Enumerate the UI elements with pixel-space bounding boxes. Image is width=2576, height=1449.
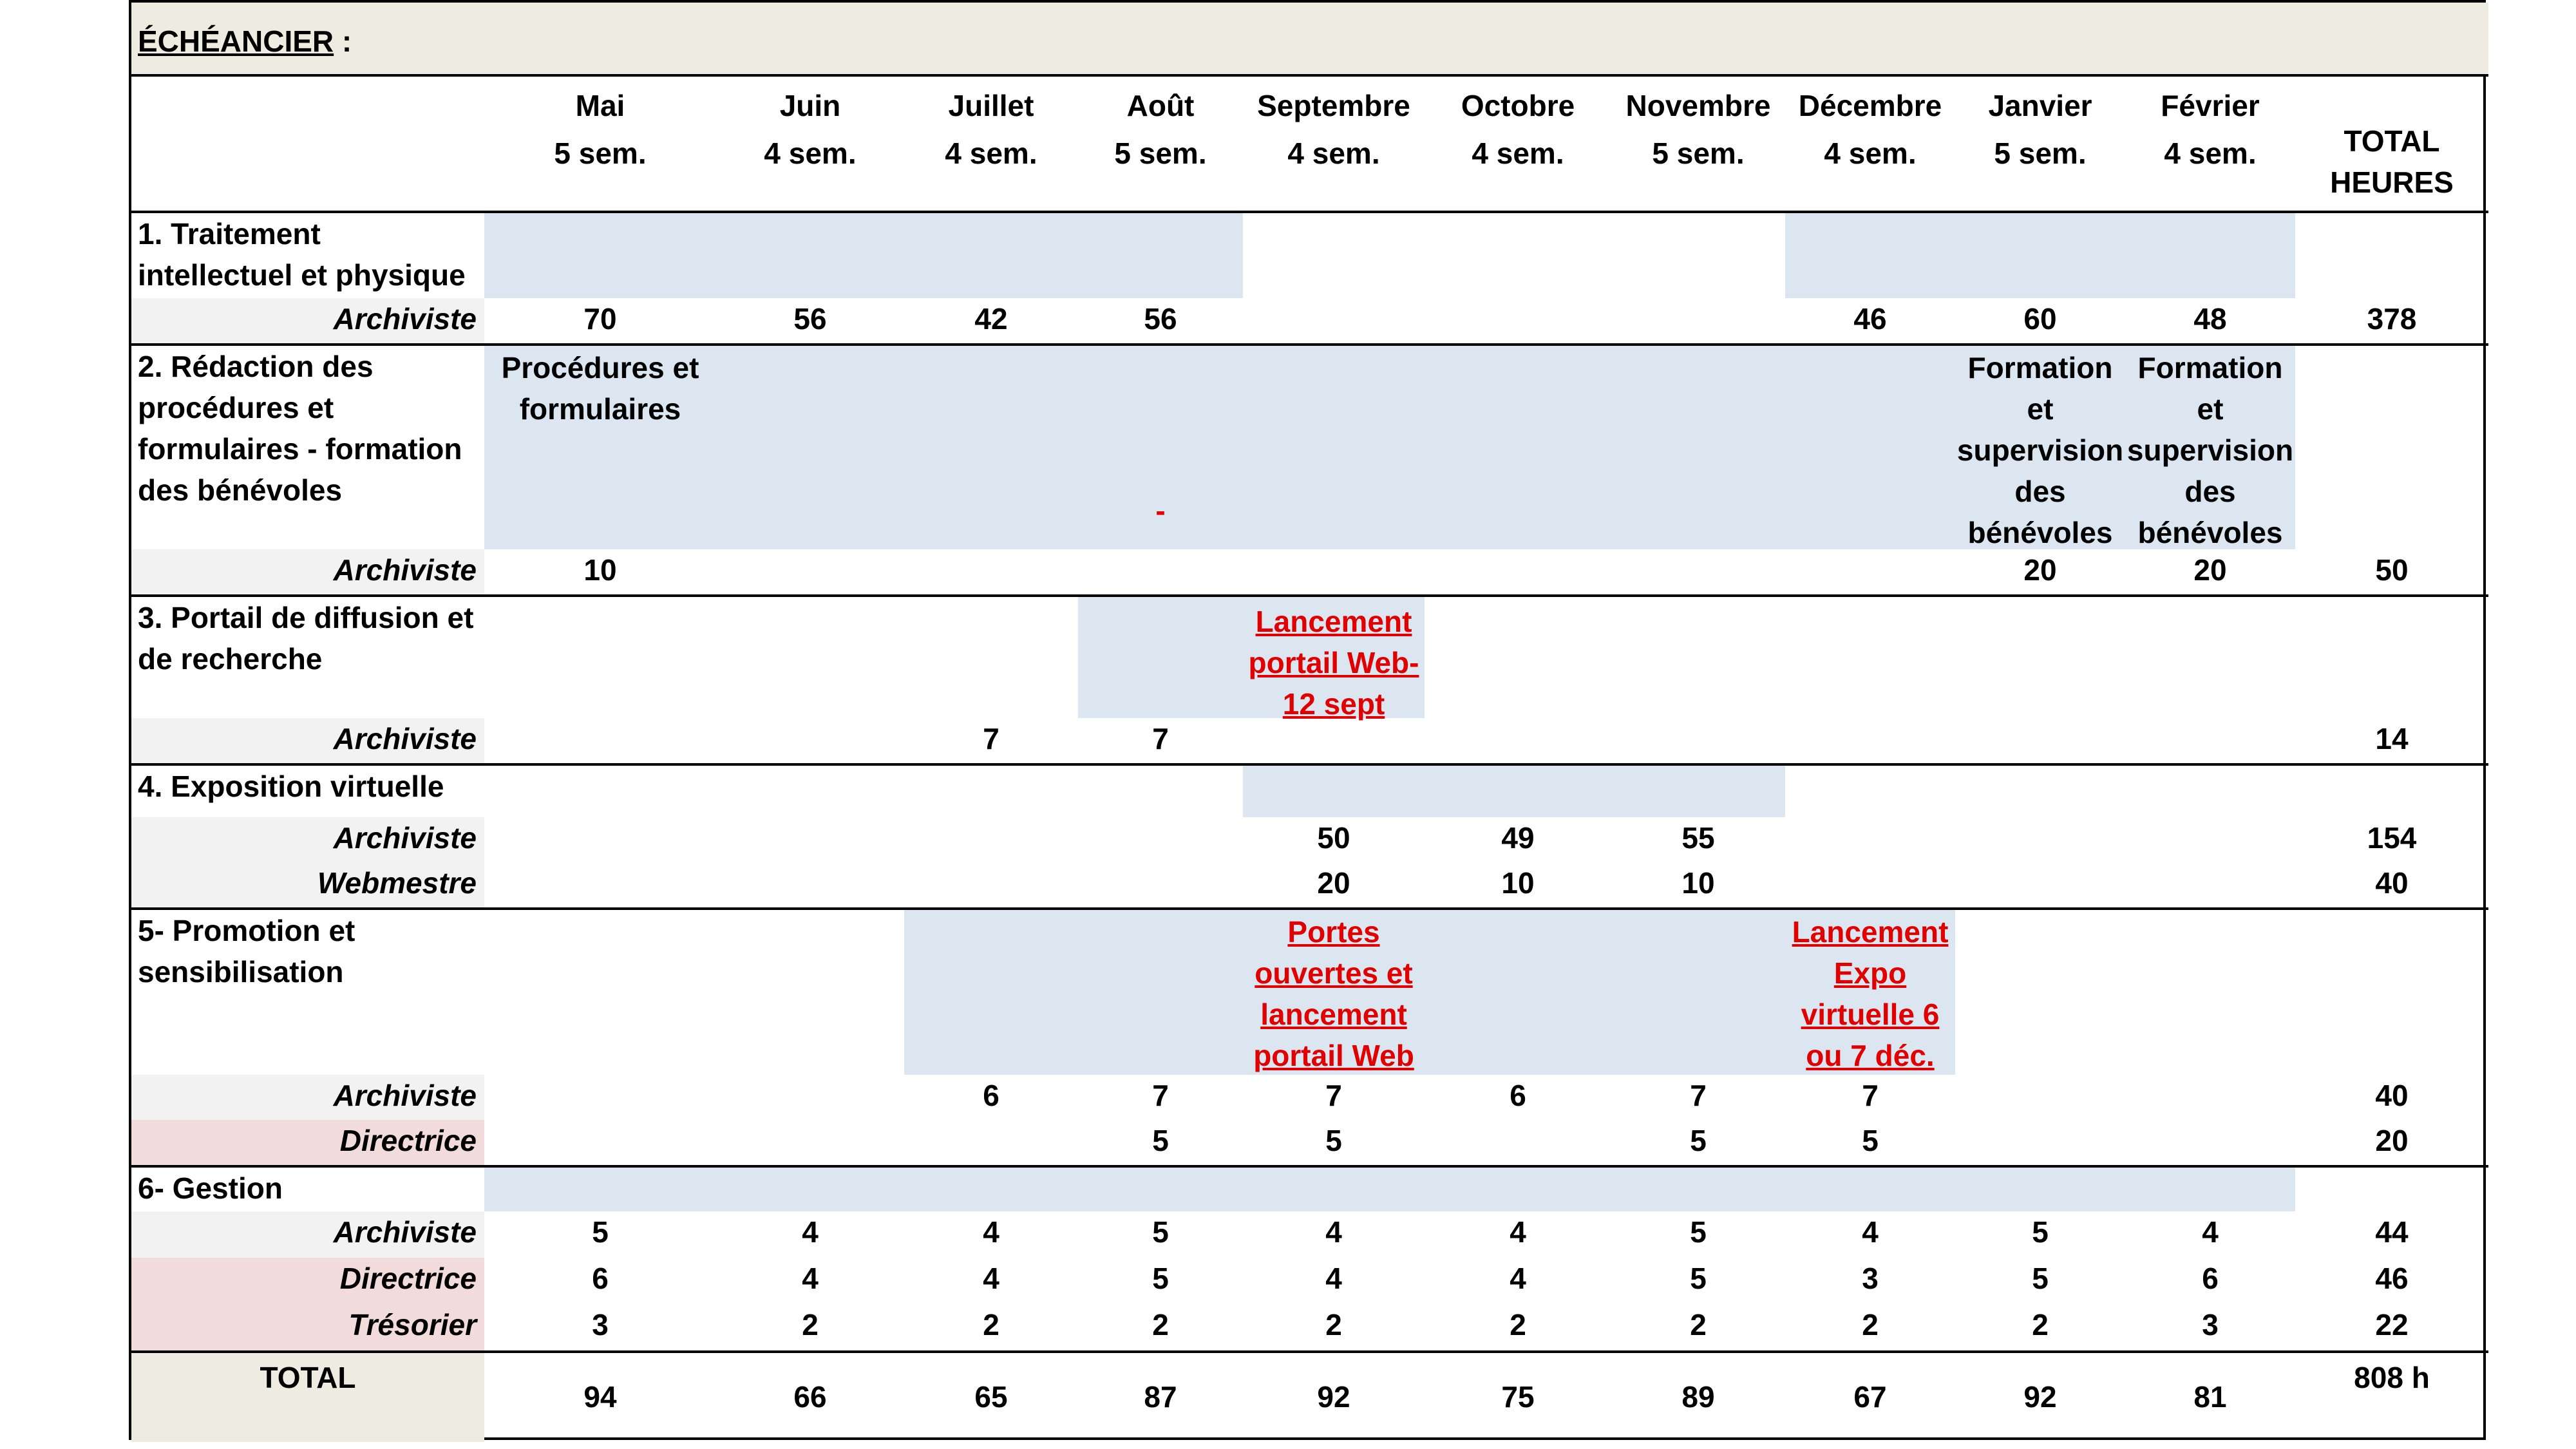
hours-cell [1955, 1075, 2125, 1120]
hours-cell: 70 [583, 302, 617, 336]
hours-cell [2125, 1120, 2295, 1165]
hours-cell: 5 [1690, 1124, 1707, 1157]
month-name: Janvier [1988, 89, 2092, 122]
row-total: 14 [2375, 722, 2409, 755]
hours-cell [1955, 1120, 2125, 1165]
note-open-house: Portes ouvertes et lancement portail Web [1253, 915, 1414, 1072]
hours-cell: 4 [2202, 1215, 2219, 1249]
hours-cell: 2 [1152, 1308, 1169, 1341]
hours-cell [1955, 718, 2125, 763]
hours-cell [716, 862, 904, 907]
month-header-9 [1955, 77, 2125, 211]
hours-cell [904, 862, 1078, 907]
month-weeks: 5 sem. [1994, 137, 2087, 170]
hours-cell [1425, 718, 1611, 763]
hours-cell: 20 [2193, 553, 2227, 587]
total-hours-header: TOTAL HEURES [2330, 124, 2454, 199]
timeline-band [1785, 213, 2295, 298]
hours-cell: 7 [1152, 1079, 1169, 1112]
hours-cell: 4 [802, 1215, 819, 1249]
hours-cell: 6 [2202, 1262, 2219, 1295]
hours-cell: 10 [1501, 866, 1535, 900]
hours-cell: 2 [1690, 1308, 1707, 1341]
hours-cell [1785, 718, 1955, 763]
month-header-10 [2125, 77, 2295, 211]
hours-cell [1078, 549, 1243, 594]
schedule-table [129, 0, 2486, 1440]
timeline-band [484, 1168, 2295, 1211]
row-total: 20 [2375, 1124, 2409, 1157]
hours-cell [1955, 862, 2125, 907]
row-total: 40 [2375, 1079, 2409, 1112]
total-label: TOTAL [131, 1350, 484, 1442]
hours-cell: 5 [1152, 1215, 1169, 1249]
role-label: Directrice [131, 1258, 484, 1304]
hours-cell: 5 [1862, 1124, 1879, 1157]
month-name: Février [2161, 89, 2260, 122]
hours-cell: 7 [1862, 1079, 1879, 1112]
hours-cell: 5 [2032, 1262, 2049, 1295]
row-total: 40 [2375, 866, 2409, 900]
month-weeks: 4 sem. [945, 137, 1037, 170]
hours-cell: 2 [1325, 1308, 1342, 1341]
hours-cell: 48 [2193, 302, 2227, 336]
hours-cell: 2 [983, 1308, 999, 1341]
title-bar [131, 3, 2488, 77]
hours-cell [484, 862, 716, 907]
row-total: 378 [2367, 302, 2417, 336]
role-label: Trésorier [131, 1304, 484, 1350]
month-weeks: 4 sem. [1824, 137, 1917, 170]
hours-cell: 56 [1144, 302, 1177, 336]
total-cell: 89 [1611, 1350, 1785, 1442]
month-name: Juin [779, 89, 841, 122]
hours-cell [484, 817, 716, 862]
hours-cell [716, 718, 904, 763]
month-name: Novembre [1625, 89, 1771, 122]
hours-cell: 5 [1690, 1215, 1707, 1249]
month-weeks: 5 sem. [554, 137, 647, 170]
hours-cell: 4 [1510, 1215, 1526, 1249]
hours-cell: 10 [1681, 866, 1715, 900]
month-name: Août [1126, 89, 1195, 122]
hours-cell [2125, 817, 2295, 862]
hours-cell: 5 [1152, 1124, 1169, 1157]
row-total: 46 [2375, 1262, 2409, 1295]
hours-cell [716, 549, 904, 594]
month-header-3 [904, 77, 1078, 211]
month-name: Octobre [1461, 89, 1575, 122]
hours-cell: 5 [2032, 1215, 2049, 1249]
hours-cell [1078, 862, 1243, 907]
hours-cell: 5 [1325, 1124, 1342, 1157]
hours-cell: 6 [592, 1262, 609, 1295]
month-weeks: 4 sem. [2164, 137, 2257, 170]
total-cell: 65 [904, 1350, 1078, 1442]
month-weeks: 4 sem. [764, 137, 857, 170]
role-label: Archiviste [131, 718, 484, 763]
hours-cell [1785, 549, 1955, 594]
note-formation-janvier: Formation et supervision des bénévoles [1956, 351, 2124, 549]
role-label: Archiviste [131, 1075, 484, 1120]
hours-cell: 5 [592, 1215, 609, 1249]
total-cell: 66 [716, 1350, 904, 1442]
row-total: 22 [2375, 1308, 2409, 1341]
total-cell: 67 [1785, 1350, 1955, 1442]
hours-cell: 60 [2023, 302, 2057, 336]
schedule-title: ÉCHÉANCIER [138, 24, 334, 58]
hours-cell: 2 [2032, 1308, 2049, 1341]
total-cell: 92 [1243, 1350, 1425, 1442]
total-cell: 81 [2125, 1350, 2295, 1442]
section-label-2: 2. Rédaction des procédures et formulaires - formation des bénévoles [131, 343, 484, 549]
month-name: Juillet [948, 89, 1034, 122]
month-name: Mai [575, 89, 625, 122]
hours-cell: 20 [2023, 553, 2057, 587]
hours-cell: 3 [1862, 1262, 1879, 1295]
hours-cell [1611, 549, 1785, 594]
hours-cell: 3 [592, 1308, 609, 1341]
section-label-1: 1. Traitement intellectuel et physique [131, 211, 484, 298]
note-mark: - [1155, 494, 1166, 527]
section-label-3: 3. Portail de diffusion et de recherche [131, 594, 484, 718]
hours-cell [1078, 817, 1243, 862]
month-header-2 [716, 77, 904, 211]
note-procedures: Procédures et formulaires [501, 351, 699, 426]
total-cell: 94 [484, 1350, 716, 1442]
section-label-6: 6- Gestion [131, 1165, 484, 1211]
month-name: Décembre [1798, 89, 1942, 122]
hours-cell [484, 718, 716, 763]
note-launch-expo: Lancement Expo virtuelle 6 ou 7 déc. [1792, 915, 1949, 1072]
note-launch-portal: Lancement portail Web- 12 sept [1243, 597, 1425, 718]
hours-cell: 5 [1690, 1262, 1707, 1295]
role-label: Archiviste [131, 817, 484, 862]
hours-cell [1425, 298, 1611, 343]
section-rule [484, 594, 2488, 718]
hours-cell: 2 [802, 1308, 819, 1341]
hours-cell [1785, 817, 1955, 862]
total-cell: 87 [1078, 1350, 1243, 1442]
hours-cell: 4 [1325, 1262, 1342, 1295]
hours-cell: 4 [1862, 1215, 1879, 1249]
hours-cell: 3 [2202, 1308, 2219, 1341]
hours-cell: 4 [1325, 1215, 1342, 1249]
role-label: Archiviste [131, 549, 484, 594]
hours-cell [716, 1075, 904, 1120]
total-cell: 92 [1955, 1350, 2125, 1442]
total-cell: 75 [1425, 1350, 1611, 1442]
hours-cell: 42 [974, 302, 1008, 336]
hours-cell [716, 817, 904, 862]
hours-cell: 49 [1501, 821, 1535, 855]
hours-cell: 20 [1317, 866, 1350, 900]
hours-cell: 2 [1510, 1308, 1526, 1341]
timeline-band [484, 213, 1243, 298]
hours-cell: 6 [983, 1079, 999, 1112]
hours-cell: 7 [1152, 722, 1169, 755]
hours-cell [716, 1120, 904, 1165]
hours-cell: 50 [1317, 821, 1350, 855]
month-header-6 [1425, 77, 1611, 211]
hours-cell: 4 [983, 1262, 999, 1295]
section-label-5: 5- Promotion et sensibilisation [131, 907, 484, 1075]
hours-cell [2125, 718, 2295, 763]
month-header-1 [484, 77, 716, 211]
hours-cell [1611, 298, 1785, 343]
hours-cell: 10 [583, 553, 617, 587]
month-weeks: 4 sem. [1472, 137, 1564, 170]
note-formation-fevrier: Formation et supervision des bénévoles [2126, 351, 2294, 549]
hours-cell [1243, 549, 1425, 594]
role-label: Directrice [131, 1120, 484, 1165]
month-header-5 [1243, 77, 1425, 211]
section-label-4: 4. Exposition virtuelle [131, 763, 484, 817]
row-total: 44 [2375, 1215, 2409, 1249]
role-label: Archiviste [131, 298, 484, 343]
hours-cell [2125, 862, 2295, 907]
hours-cell [1611, 718, 1785, 763]
hours-cell [904, 1120, 1078, 1165]
hours-cell: 4 [1510, 1262, 1526, 1295]
title-suffix: : [334, 24, 352, 58]
hours-cell: 4 [983, 1215, 999, 1249]
month-weeks: 5 sem. [1114, 137, 1207, 170]
hours-cell: 7 [1325, 1079, 1342, 1112]
hours-cell [484, 1075, 716, 1120]
hours-cell: 6 [1510, 1079, 1526, 1112]
hours-cell [1955, 817, 2125, 862]
hours-cell: 56 [793, 302, 827, 336]
month-header-8 [1785, 77, 1955, 211]
role-label: Archiviste [131, 1211, 484, 1258]
role-label: Webmestre [131, 862, 484, 907]
hours-cell: 5 [1152, 1262, 1169, 1295]
hours-cell [484, 1120, 716, 1165]
month-header-4 [1078, 77, 1243, 211]
hours-cell [1425, 1120, 1611, 1165]
hours-cell: 7 [983, 722, 999, 755]
hours-cell [1785, 862, 1955, 907]
month-weeks: 4 sem. [1287, 137, 1380, 170]
hours-cell [904, 817, 1078, 862]
hours-cell: 7 [1690, 1079, 1707, 1112]
hours-cell: 46 [1853, 302, 1887, 336]
timeline-band [1243, 766, 1785, 817]
schedule-sheet [129, 0, 2486, 1440]
hours-cell [1243, 298, 1425, 343]
month-header-7 [1611, 77, 1785, 211]
row-total: 154 [2367, 821, 2417, 855]
hours-cell: 2 [1862, 1308, 1879, 1341]
month-weeks: 5 sem. [1652, 137, 1745, 170]
month-name: Septembre [1257, 89, 1410, 122]
hours-cell [1243, 718, 1425, 763]
grand-total: 808 h [2295, 1350, 2488, 1442]
hours-cell [1425, 549, 1611, 594]
hours-cell: 4 [802, 1262, 819, 1295]
row-total: 50 [2375, 553, 2409, 587]
hours-cell: 55 [1681, 821, 1715, 855]
hours-cell [2125, 1075, 2295, 1120]
hours-cell [904, 549, 1078, 594]
